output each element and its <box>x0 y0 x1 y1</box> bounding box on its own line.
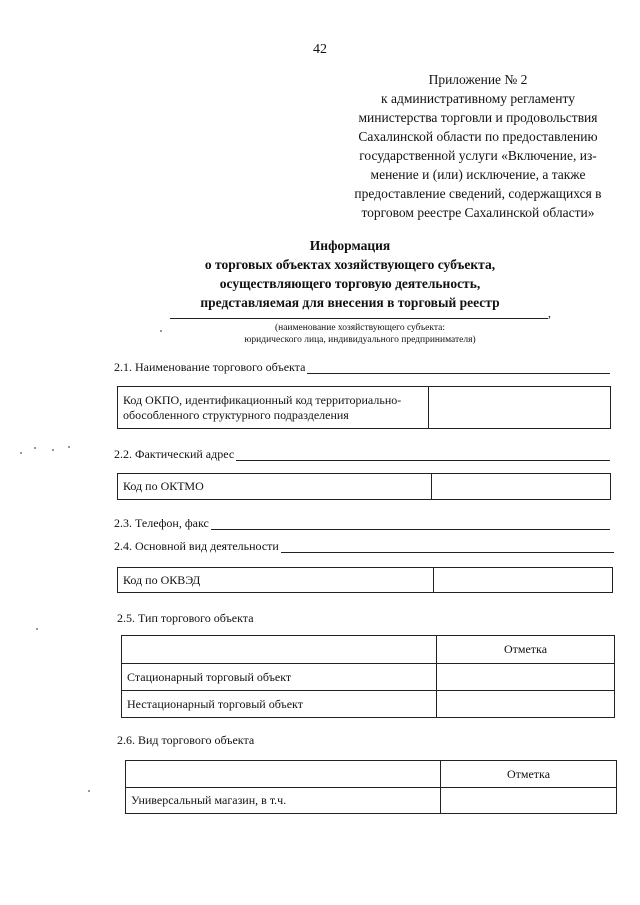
oktmo-value-cell[interactable] <box>432 474 611 500</box>
appendix-header <box>330 70 626 222</box>
type-row-label: Стационарный торговый объект <box>122 664 437 691</box>
appendix-line: Приложение № 2 <box>428 72 528 87</box>
appendix-line: государственной услуги «Включение, из- <box>359 148 597 163</box>
table-row <box>122 691 615 718</box>
scan-speck <box>52 449 54 451</box>
kind-mark-header: Отметка <box>441 761 617 788</box>
type-mark-cell[interactable] <box>437 664 615 691</box>
title-line: Информация <box>309 238 391 253</box>
page-number: 42 <box>313 42 327 57</box>
okpo-value-cell[interactable] <box>429 387 611 429</box>
appendix-line: Сахалинской области по предоставлению <box>358 129 598 144</box>
type-mark-cell[interactable] <box>437 691 615 718</box>
appendix-line: предоставление сведений, содержащихся в <box>354 186 602 201</box>
table-row <box>122 664 615 691</box>
scan-speck <box>20 452 22 454</box>
okved-label: Код по ОКВЭД <box>118 568 434 593</box>
activity-label: 2.4. Основной вид деятельности <box>114 539 279 553</box>
kind-row-label: Универсальный магазин, в т.ч. <box>126 788 441 814</box>
type-heading: 2.5. Тип торгового объекта <box>117 611 254 625</box>
type-header-empty <box>122 636 437 664</box>
kind-table <box>125 760 617 814</box>
subject-hint <box>200 322 520 346</box>
appendix-line: менение и (или) исключение, а также <box>370 167 586 182</box>
appendix-line: министерства торговли и продовольствия <box>358 110 598 125</box>
scan-speck <box>68 446 70 448</box>
oktmo-table <box>117 473 611 500</box>
object-name-label: 2.1. Наименование торгового объекта <box>114 360 306 374</box>
address-label: 2.2. Фактический адрес <box>114 447 235 461</box>
type-table <box>121 635 615 718</box>
okved-value-cell[interactable] <box>434 568 613 593</box>
phone-label: 2.3. Телефон, факс <box>114 516 209 530</box>
oktmo-label: Код по ОКТМО <box>118 474 432 500</box>
scan-speck <box>88 790 90 792</box>
okpo-table <box>117 386 611 429</box>
scan-speck <box>160 330 162 332</box>
subject-name-line[interactable] <box>170 318 548 319</box>
okved-table <box>117 567 613 593</box>
scan-speck <box>36 628 38 630</box>
scan-speck <box>34 447 36 449</box>
subject-line-comma: , <box>548 306 551 320</box>
kind-heading: 2.6. Вид торгового объекта <box>117 733 255 747</box>
appendix-line: торговом реестре Сахалинской области» <box>361 205 595 220</box>
kind-mark-cell[interactable] <box>441 788 617 814</box>
subject-hint-line: юридического лица, индивидуального предпринимателя) <box>244 335 476 345</box>
kind-header-empty <box>126 761 441 788</box>
type-mark-header: Отметка <box>437 636 615 664</box>
title-line: о торговых объектах хозяйствующего субъекта, <box>204 257 496 272</box>
title-line: осуществляющего торговую деятельность, <box>219 276 481 291</box>
table-row <box>126 788 617 814</box>
okpo-label: Код ОКПО, идентификационный код территориально-обособленного структурного подразделения <box>118 387 429 429</box>
document-title <box>150 236 550 312</box>
appendix-line: к административному регламенту <box>381 91 575 106</box>
subject-hint-line: (наименование хозяйствующего субъекта: <box>274 323 446 333</box>
type-row-label: Нестационарный торговый объект <box>122 691 437 718</box>
title-line: представляемая для внесения в торговый реестр <box>200 295 500 310</box>
